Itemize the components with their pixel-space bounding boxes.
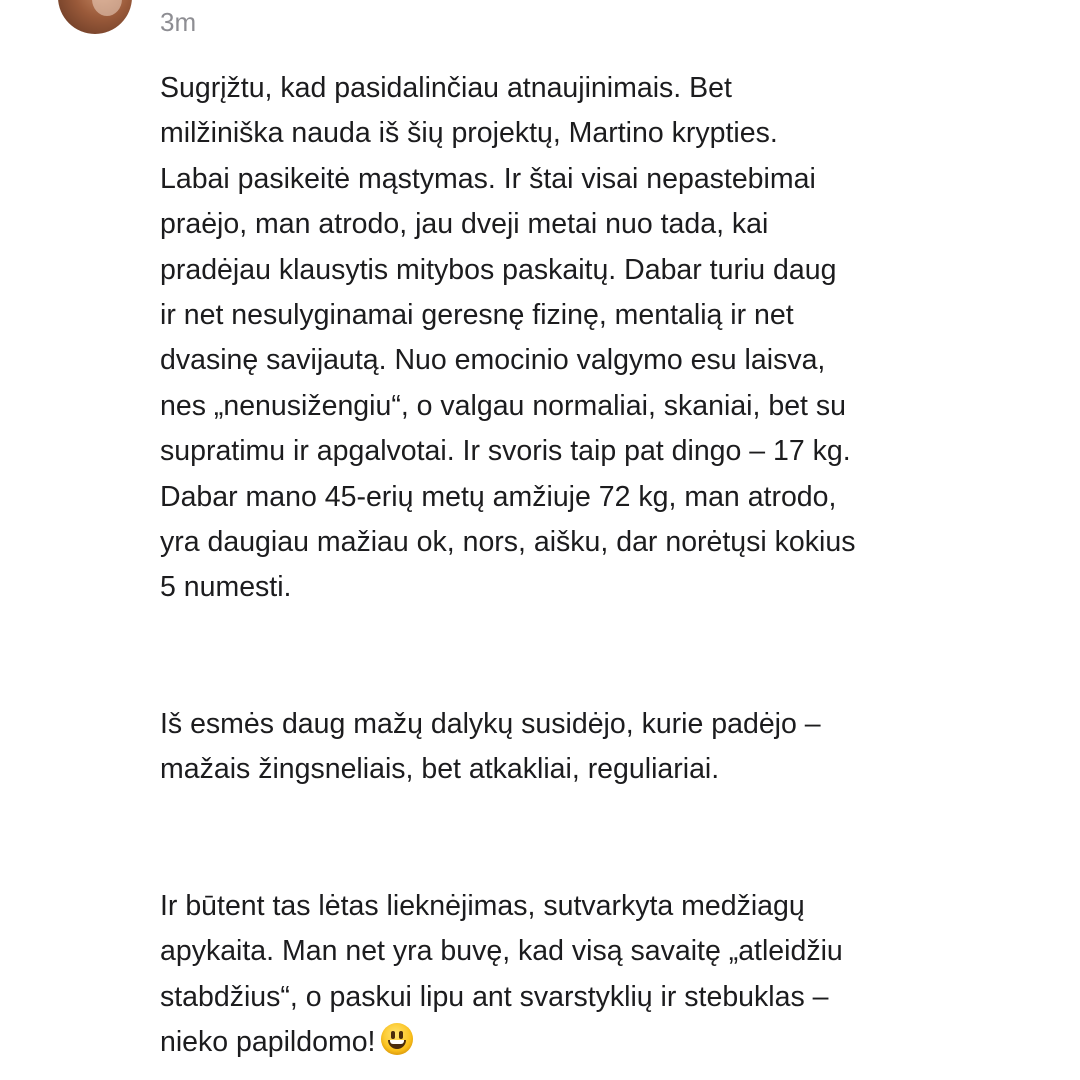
comment-paragraph [160, 66, 950, 611]
text-line: mažais žingsneliais, bet atkakliai, reguliariai. [160, 753, 720, 786]
text-line: praėjo, man atrodo, jau dveji metai nuo tada, kai [160, 208, 769, 241]
comment-paragraph [160, 884, 950, 1066]
comment-body [160, 66, 950, 1065]
text-line: Dabar mano 45-erių metų amžiuje 72 kg, man atrodo, [160, 480, 837, 513]
paragraph-spacer [160, 793, 950, 884]
text-line-content: nieko papildomo! [160, 1025, 376, 1058]
paragraph-spacer [160, 611, 950, 702]
text-line: pradėjau klausytis mitybos paskaitų. Dabar turiu daug [160, 253, 837, 286]
comment-timestamp: 3m [160, 7, 197, 37]
text-line: Sugrįžtu, kad pasidalinčiau atnaujinimais. Bet [160, 72, 732, 104]
text-line: 5 numesti. [160, 571, 292, 604]
user-avatar[interactable] [58, 0, 132, 34]
text-line: milžiniška nauda iš šių projektų, Martino krypties. [160, 117, 778, 150]
text-line: nes „nenusižengiu“, o valgau normaliai, skaniai, bet su [160, 389, 846, 422]
text-line: dvasinę savijautą. Nuo emocinio valgymo esu laisva, [160, 344, 826, 377]
comment-paragraph [160, 702, 950, 793]
text-line: yra daugiau mažiau ok, nors, aišku, dar norėtųsi kokius [160, 526, 856, 559]
text-line [160, 1020, 950, 1065]
text-line: Iš esmės daug mažų dalykų susidėjo, kurie padėjo – [160, 707, 821, 740]
text-line: ir net nesulyginamai geresnę fizinę, mentalią ir net [160, 299, 794, 332]
text-line: Labai pasikeitė mąstymas. Ir štai visai nepastebimai [160, 162, 816, 195]
grinning-face-emoji-icon [381, 1023, 413, 1055]
text-line: apykaita. Man net yra buvę, kad visą savaitę „atleidžiu [160, 935, 843, 968]
text-line: stabdžius“, o paskui lipu ant svarstyklių ir stebuklas – [160, 980, 829, 1013]
text-line: supratimu ir apgalvotai. Ir svoris taip pat dingo – 17 kg. [160, 435, 851, 468]
text-line: Ir būtent tas lėtas lieknėjimas, sutvarkyta medžiagų [160, 889, 805, 922]
